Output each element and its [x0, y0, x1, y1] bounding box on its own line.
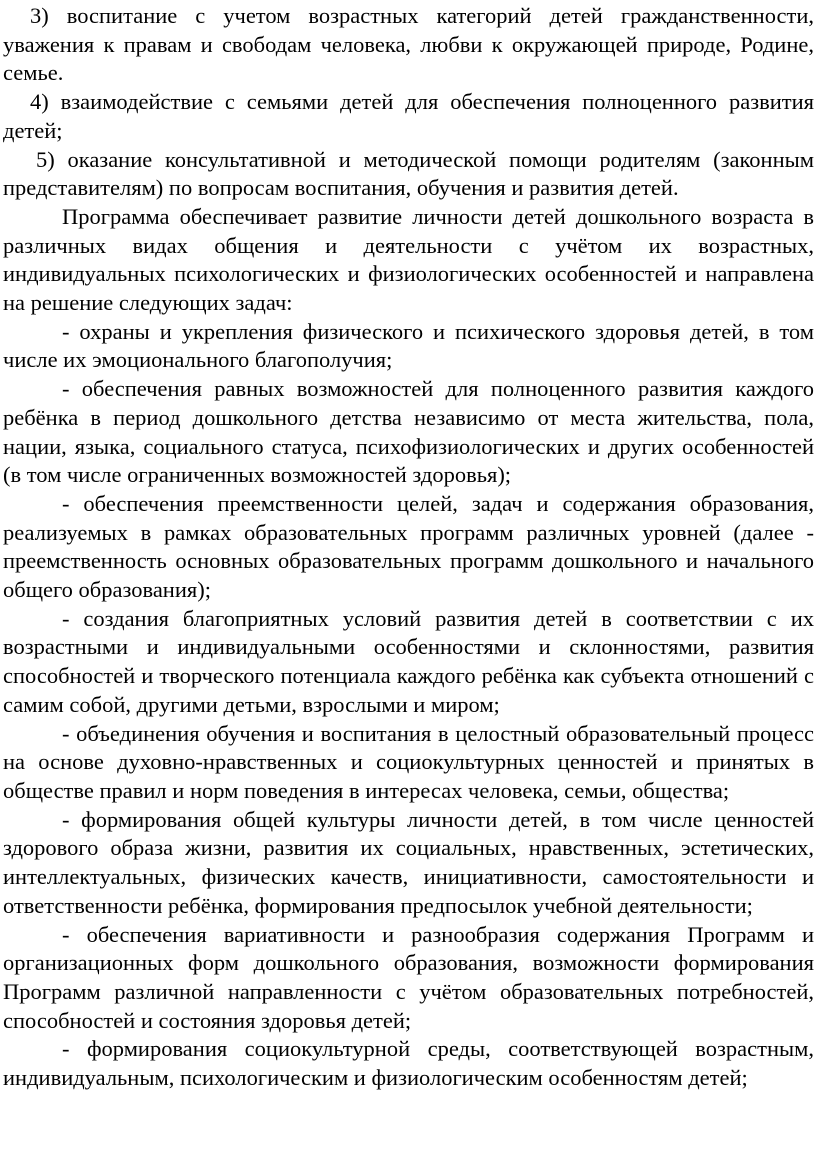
task-variability: - обеспечения вариативности и разнообразия содержания Программ и организационных форм дошкольного образования, возможности формирования Программ различной направленности с учётом образовательных потребностей, способностей и состояния здоровья детей; — [3, 921, 814, 1033]
task-equal-opportunities: - обеспечения равных возможностей для полноценного развития каждого ребёнка в период дошкольного детства независимо от места жительства, пола, нации, языка, социального статуса, психофизиологических и других особенностей (в том числе ограниченных возможностей здоровья); — [3, 376, 814, 488]
paragraph-item-3: 3) воспитание с учетом возрастных категорий детей гражданственности, уважения к правам и свободам человека, любви к окружающей природе, Родине, семье. — [3, 3, 814, 86]
task-unification: - объединения обучения и воспитания в целостный образовательный процесс на основе духовно-нравственных и социокультурных ценностей и принятых в обществе правил и норм поведения в интересах человека, семьи, общества; — [3, 720, 814, 803]
task-general-culture: - формирования общей культуры личности детей, в том числе ценностей здорового образа жизни, развития их социальных, нравственных, эстетических, интеллектуальных, физических качеств, инициативности, самостоятельности и ответственности ребёнка, формирования предпосылок учебной деятельности; — [3, 806, 814, 918]
paragraph-item-4: 4) взаимодействие с семьями детей для обеспечения полноценного развития детей; — [3, 89, 814, 143]
task-continuity: - обеспечения преемственности целей, задач и содержания образования, реализуемых в рамках образовательных программ различных уровней (далее - преемственность основных образовательных программ дошкольного и начального общего образования); — [3, 490, 814, 603]
paragraph-program-intro: Программа обеспечивает развитие личности детей дошкольного возраста в различных видах общения и деятельности с учётом их возрастных, индивидуальных психологических и физиологических особенностей и направлена на решение следующих задач: — [3, 203, 814, 316]
task-health: - охраны и укрепления физического и психического здоровья детей, в том числе их эмоционального благополучия; — [3, 318, 814, 373]
task-sociocultural-environment: - формирования социокультурной среды, соответствующей возрастным, индивидуальным, психологическим и физиологическим особенностям детей; — [3, 1036, 814, 1091]
paragraph-item-5: 5) оказание консультативной и методической помощи родителям (законным представителям) по вопросам воспитания, обучения и развития детей. — [3, 146, 814, 201]
task-favorable-conditions: - создания благоприятных условий развития детей в соответствии с их возрастными и индивидуальными особенностями и склонностями, развития способностей и творческого потенциала каждого ребёнка как субъекта отношений с самим собой, другими детьми, взрослыми и миром; — [3, 605, 814, 717]
